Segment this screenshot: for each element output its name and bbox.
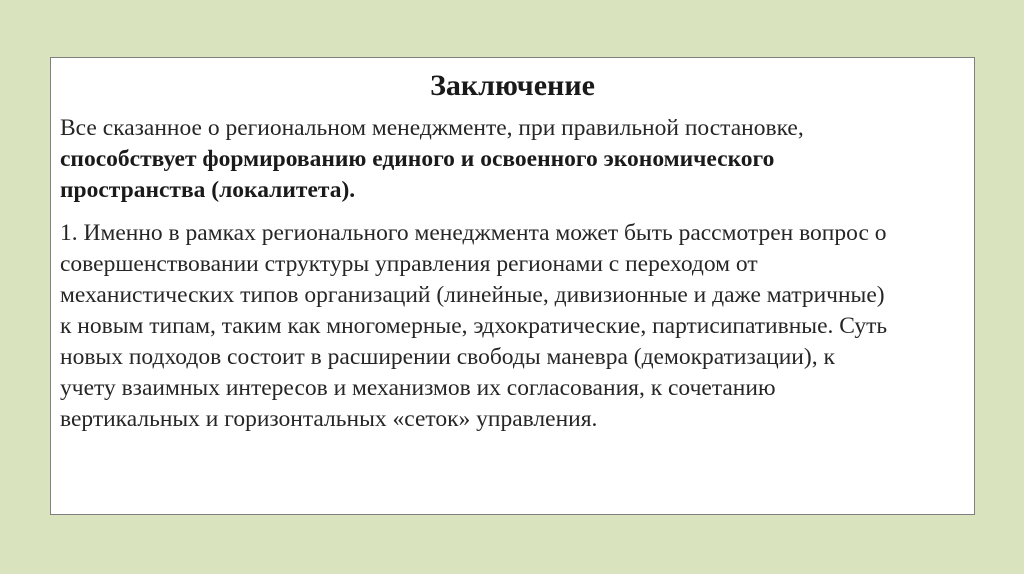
conclusion-paragraph-1 [60,113,890,206]
slide-title: Заключение [430,69,595,102]
paragraph-1-bold-text: способствует формированию единого и освоенного экономического пространства (локалитета). [60,146,775,203]
slide-content-panel [50,57,975,515]
conclusion-paragraph-2: 1. Именно в рамках регионального менеджмента может быть рассмотрен вопрос о совершенствовании структуры управления регионами с переходом от механистических типов организаций (линейные, дивизионные и даже матричные) к новым типам, таким как многомерные, эдхократические, партисипативные. Суть новых подходов состоит в расширении свободы маневра (демократизации), к учету взаимных интересов и механизмов их согласования, к сочетанию вертикальных и горизонтальных «сеток» управления. [60,220,888,432]
paragraph-1-normal-text: Все сказанное о региональном менеджменте, при правильной постановке, [60,115,804,141]
